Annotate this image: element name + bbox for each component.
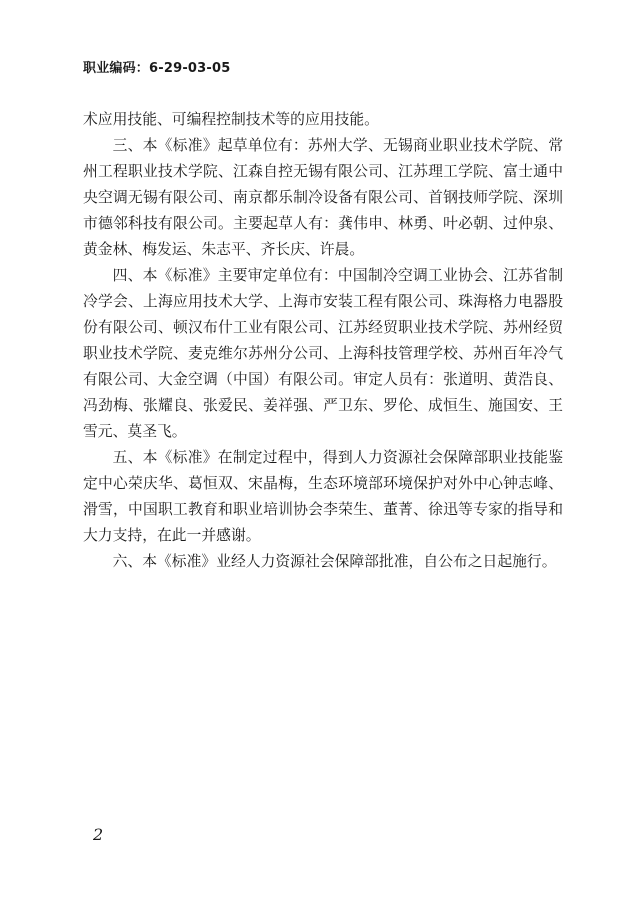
paragraph-review-units: 四、本《标准》主要审定单位有：中国制冷空调工业协会、江苏省制冷学会、上海应用技术大学、上海市安装工程有限公司、珠海格力电器股份有限公司、顿汉布什工业有限公司、江苏经贸职业技术学院、苏州经贸职业技术学院、麦克维尔苏州分公司、上海科技管理学校、苏州百年冷气有限公司、大金空调（中国）有限公司。审定人员有：张道明、黄浩良、冯劲梅、张耀良、张爱民、姜祥强、严卫东、罗伦、成恒生、施国安、王雪元、莫圣飞。 <box>83 267 563 440</box>
occupation-code-header: 职业编码：6-29-03-05 <box>83 61 231 76</box>
body-text <box>83 107 563 575</box>
paragraph-approval: 六、本《标准》业经人力资源社会保障部批准，自公布之日起施行。 <box>112 553 557 570</box>
paragraph-continuation: 术应用技能、可编程控制技术等的应用技能。 <box>83 111 379 128</box>
page-number: 2 <box>93 825 104 844</box>
paragraph-drafting-units: 三、本《标准》起草单位有：苏州大学、无锡商业职业技术学院、常州工程职业技术学院、江森自控无锡有限公司、江苏理工学院、富士通中央空调无锡有限公司、南京都乐制冷设备有限公司、首钢技师学院、深圳市德邻科技有限公司。主要起草人有：龚伟申、林勇、叶必朝、过仲泉、黄金林、梅发运、朱志平、齐长庆、许晨。 <box>83 137 563 258</box>
paragraph-acknowledgements: 五、本《标准》在制定过程中，得到人力资源社会保障部职业技能鉴定中心荣庆华、葛恒双、宋晶梅，生态环境部环境保护对外中心钟志峰、滑雪，中国职工教育和职业培训协会李荣生、董菁、徐迅等专家的指导和大力支持，在此一并感谢。 <box>83 449 563 544</box>
